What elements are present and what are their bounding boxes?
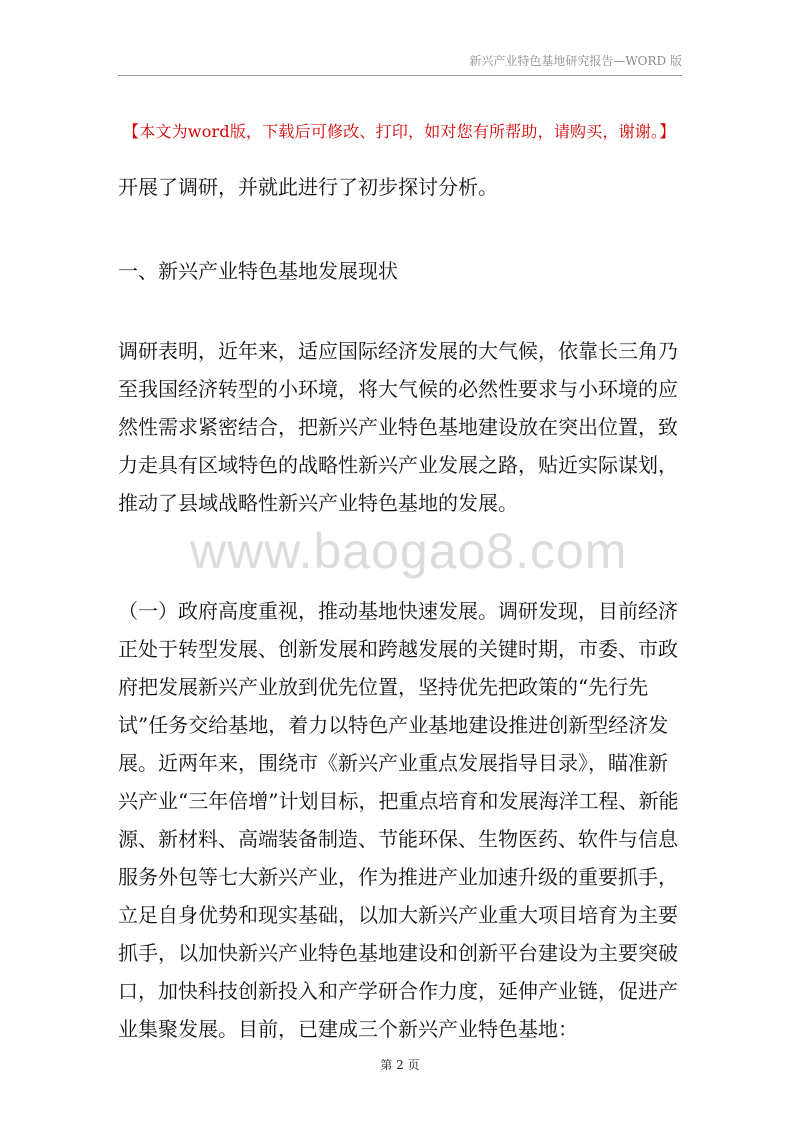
header-divider (118, 75, 682, 76)
document-body (118, 168, 683, 1048)
running-header: 新兴产业特色基地研究报告—WORD 版 (469, 54, 682, 68)
intro-paragraph: 开展了调研，并就此进行了初步探讨分析。 (118, 175, 498, 199)
purchase-notice: 【本文为word版，下载后可修改、打印，如对您有所帮助，请购买，谢谢。】 (123, 122, 676, 141)
body-paragraph-2: （一）政府高度重视，推动基地快速发展。调研发现，目前经济正处于转型发展、创新发展和跨越发展的关键时期，市委、市政府把发展新兴产业放到优先位置，坚持优先把政策的“先行先试”任务交给基地，着力以特色产业基地建设推进创新型经济发展。近两年来，围绕市《新兴产业重点发展指导目录》，瞄准新兴产业“三年倍增”计划目标，把重点培育和发展海洋工程、新能源、新材料、高端装备制造、节能环保、生物医药、软件与信息服务外包等七大新兴产业，作为推进产业加速升级的重要抓手，立足自身优势和现实基础，以加大新兴产业重大项目培育为主要抓手，以加快新兴产业特色基地建设和创新平台建设为主要突破口，加快科技创新投入和产学研合作力度，延伸产业链，促进产业集聚发展。目前，已建成三个新兴产业特色基地： (118, 599, 679, 1041)
section-heading: 一、新兴产业特色基地发展现状 (118, 259, 398, 283)
watermark: www.baogao8.com (190, 523, 628, 579)
body-paragraph-1: 调研表明，近年来，适应国际经济发展的大气候，依靠长三角乃至我国经济转型的小环境，将大气候的必然性要求与小环境的应然性需求紧密结合，把新兴产业特色基地建设放在突出位置，致力走具有区域特色的战略性新兴产业发展之路，贴近实际谋划，推动了县域战略性新兴产业特色基地的发展。 (118, 339, 678, 515)
page-number: 第 2 页 (380, 1058, 420, 1072)
